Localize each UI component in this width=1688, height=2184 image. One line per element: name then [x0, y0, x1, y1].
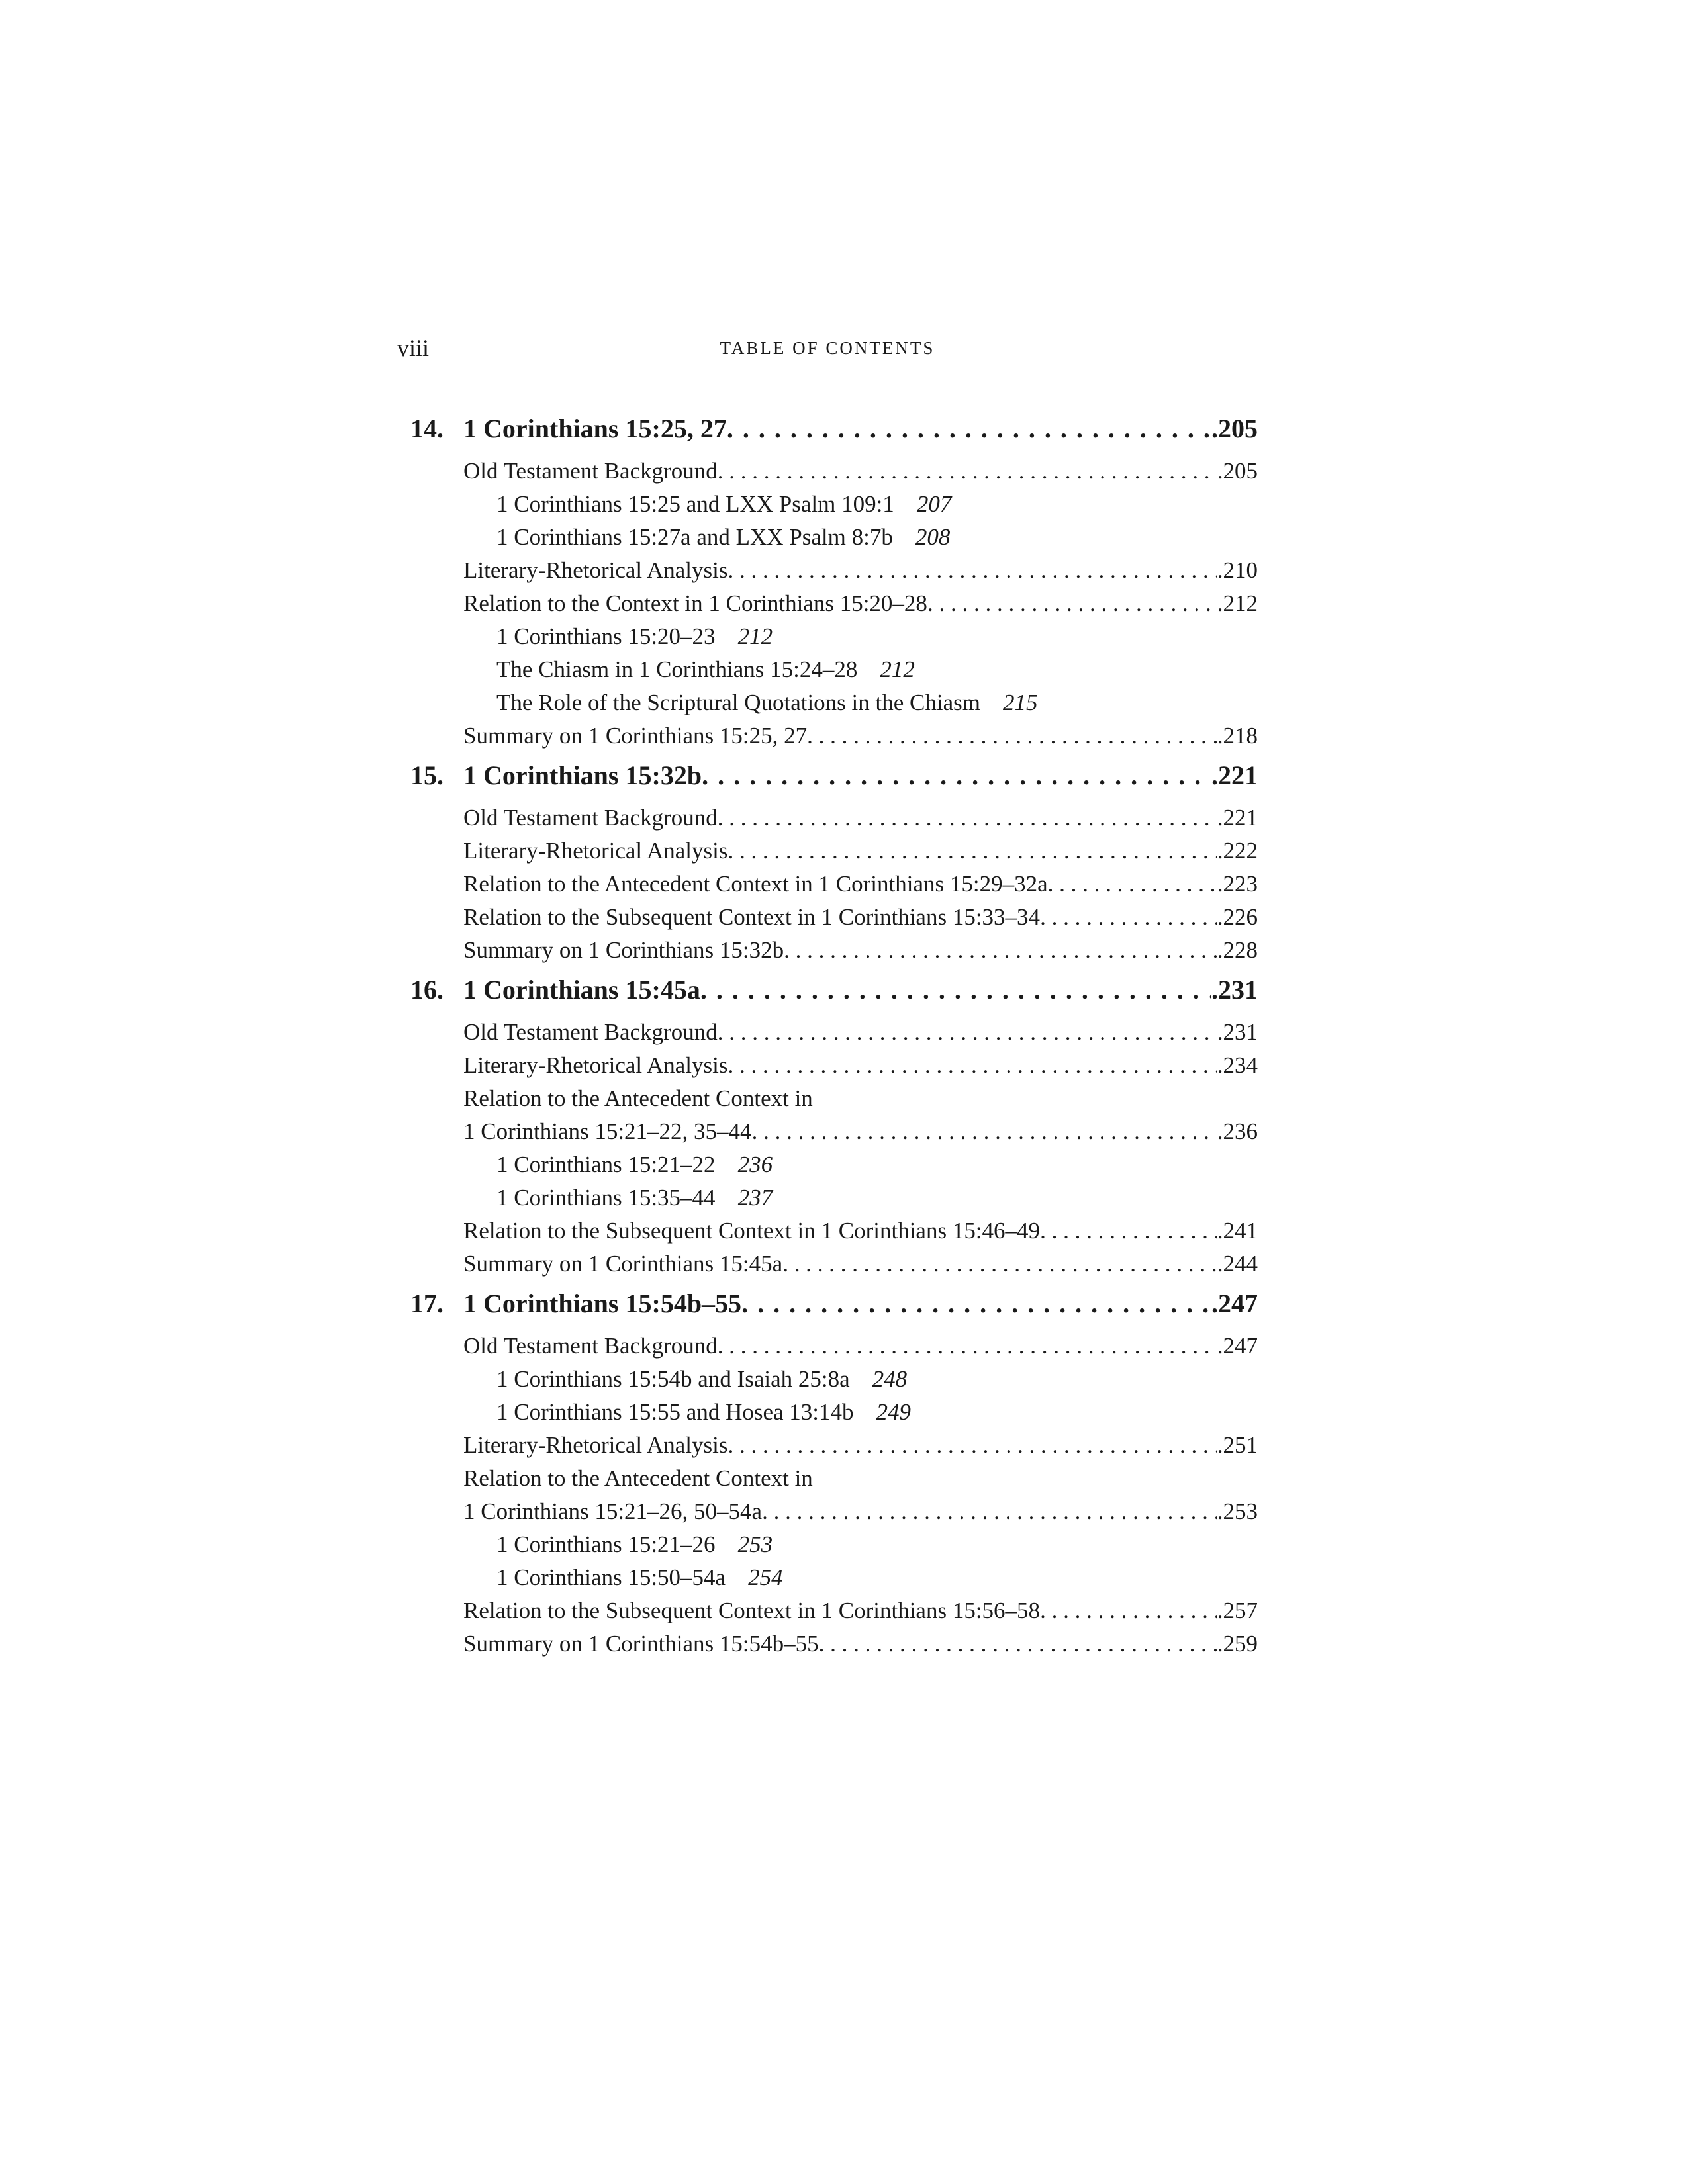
entry-title: Relation to the Subsequent Context in 1 Corinthians 15:56–58: [463, 1598, 1041, 1623]
toc-entry[interactable]: [410, 458, 1258, 491]
chapter-page: .231: [1211, 975, 1258, 1005]
dot-leader: [727, 1052, 1217, 1079]
dot-leader: [1048, 871, 1217, 897]
toc-entry[interactable]: [410, 904, 1258, 937]
dot-leader: [1040, 1218, 1217, 1244]
entry-title: Literary-Rhetorical Analysis: [463, 1432, 728, 1458]
entry-page: .234: [1217, 1052, 1258, 1078]
entry-title-line1: Relation to the Antecedent Context in: [463, 1465, 813, 1491]
dot-leader: [819, 1631, 1217, 1657]
subentry-title: 1 Corinthians 15:25 and LXX Psalm 109:1: [496, 491, 894, 517]
toc-subentry[interactable]: [410, 1565, 1258, 1598]
subentry-title: 1 Corinthians 15:35–44: [496, 1185, 716, 1210]
entry-title: 1 Corinthians 15:21–26, 50–54a: [463, 1498, 763, 1524]
chapter-title: 1 Corinthians 15:32b: [463, 760, 702, 790]
toc-entry[interactable]: [410, 1333, 1258, 1366]
toc-entry[interactable]: [410, 1598, 1258, 1631]
chapter-14-entries: [410, 458, 1258, 756]
entry-page: .226: [1217, 904, 1258, 930]
chapter-page: .221: [1211, 760, 1258, 790]
dot-leader: [727, 413, 1211, 444]
entry-page: .247: [1217, 1333, 1258, 1359]
toc-subentry[interactable]: [410, 623, 1258, 657]
toc-entry[interactable]: [410, 1498, 1258, 1531]
subentry-page: 207: [916, 491, 952, 517]
toc-entry[interactable]: [410, 1052, 1258, 1085]
entry-page: .212: [1217, 590, 1258, 616]
toc-entry[interactable]: [410, 871, 1258, 904]
entry-page: .221: [1217, 805, 1258, 831]
toc-entry[interactable]: [410, 1432, 1258, 1465]
entry-page: .241: [1217, 1218, 1258, 1244]
subentry-page: 248: [872, 1366, 908, 1392]
toc-subentry[interactable]: [410, 1185, 1258, 1218]
subentry-page: 253: [737, 1531, 773, 1557]
entry-page: .236: [1217, 1118, 1258, 1144]
subentry-title: The Role of the Scriptural Quotations in the Chiasm: [496, 690, 980, 715]
dot-leader: [718, 1333, 1217, 1359]
dot-leader: [718, 458, 1217, 484]
chapter-title: 1 Corinthians 15:45a: [463, 975, 700, 1005]
entry-page: .257: [1217, 1598, 1258, 1623]
toc-entry[interactable]: [410, 590, 1258, 623]
running-head: TABLE OF CONTENTS: [720, 338, 935, 358]
toc-entry[interactable]: [410, 1631, 1258, 1664]
entry-title: Literary-Rhetorical Analysis: [463, 1052, 728, 1078]
dot-leader: [702, 760, 1211, 791]
toc-entry[interactable]: [410, 838, 1258, 871]
dot-leader: [700, 974, 1211, 1005]
subentry-page: 254: [748, 1565, 783, 1590]
subentry-title: 1 Corinthians 15:54b and Isaiah 25:8a: [496, 1366, 850, 1392]
dot-leader: [762, 1498, 1217, 1525]
dot-leader: [752, 1118, 1217, 1145]
subentry-title: 1 Corinthians 15:20–23: [496, 623, 716, 649]
toc-subentry[interactable]: [410, 1531, 1258, 1565]
dot-leader: [718, 805, 1217, 831]
dot-leader: [782, 1251, 1217, 1277]
chapter-15-entries: [410, 805, 1258, 970]
entry-page: .218: [1217, 723, 1258, 749]
entry-title: Relation to the Context in 1 Corinthians 15:20–28: [463, 590, 927, 616]
entry-title: Summary on 1 Corinthians 15:32b: [463, 937, 784, 963]
toc-subentry[interactable]: [410, 524, 1258, 557]
entry-title-line1: Relation to the Antecedent Context in: [463, 1085, 813, 1111]
toc-subentry[interactable]: [410, 690, 1258, 723]
dot-leader: [727, 838, 1217, 864]
subentry-title: 1 Corinthians 15:55 and Hosea 13:14b: [496, 1399, 854, 1425]
subentry-page: 212: [737, 623, 773, 649]
subentry-page: 237: [737, 1185, 773, 1210]
entry-page: .222: [1217, 838, 1258, 864]
chapter-number: 15.: [410, 760, 444, 790]
entry-title: Relation to the Antecedent Context in 1 Corinthians 15:29–32a: [463, 871, 1048, 897]
entry-page: .205: [1217, 458, 1258, 484]
toc-subentry[interactable]: [410, 1152, 1258, 1185]
subentry-page: 249: [876, 1399, 912, 1425]
entry-title: Summary on 1 Corinthians 15:25, 27: [463, 723, 808, 749]
chapter-title: 1 Corinthians 15:25, 27: [463, 414, 727, 443]
dot-leader: [741, 1288, 1211, 1319]
dot-leader: [807, 723, 1217, 749]
chapter-page: .205: [1211, 414, 1258, 443]
entry-title: Summary on 1 Corinthians 15:54b–55: [463, 1631, 819, 1657]
entry-title: Old Testament Background: [463, 458, 718, 484]
chapter-17-entries: [410, 1333, 1258, 1664]
toc-entry[interactable]: [410, 805, 1258, 838]
subentry-title: 1 Corinthians 15:50–54a: [496, 1565, 726, 1590]
entry-page: .251: [1217, 1432, 1258, 1458]
subentry-title: The Chiasm in 1 Corinthians 15:24–28: [496, 657, 858, 682]
subentry-title: 1 Corinthians 15:21–22: [496, 1152, 716, 1177]
dot-leader: [1040, 1598, 1217, 1624]
toc-subentry[interactable]: [410, 657, 1258, 690]
dot-leader: [1040, 904, 1217, 931]
chapter-16-entries: [410, 1019, 1258, 1284]
toc-entry[interactable]: [410, 1118, 1258, 1152]
entry-page: .223: [1217, 871, 1258, 897]
page-header: [397, 334, 1258, 374]
dot-leader: [718, 1019, 1217, 1046]
entry-page: .231: [1217, 1019, 1258, 1045]
entry-title: Summary on 1 Corinthians 15:45a: [463, 1251, 783, 1277]
entry-title: Literary-Rhetorical Analysis: [463, 838, 728, 864]
toc-entry[interactable]: [410, 1251, 1258, 1284]
subentry-page: 215: [1002, 690, 1038, 715]
toc-subentry[interactable]: [410, 1366, 1258, 1399]
page-folio: viii: [397, 335, 430, 361]
dot-leader: [784, 937, 1217, 964]
toc-entry[interactable]: [410, 937, 1258, 970]
toc-entry[interactable]: [410, 1218, 1258, 1251]
subentry-page: 236: [737, 1152, 773, 1177]
dot-leader: [927, 590, 1217, 617]
chapter-number: 17.: [410, 1289, 444, 1318]
toc-chapter-15[interactable]: [410, 760, 1258, 805]
toc-entry[interactable]: [410, 723, 1258, 756]
dot-leader: [727, 557, 1217, 584]
chapter-title: 1 Corinthians 15:54b–55: [463, 1289, 742, 1318]
chapter-number: 16.: [410, 975, 444, 1005]
subentry-title: 1 Corinthians 15:27a and LXX Psalm 8:7b: [496, 524, 893, 550]
toc-entry[interactable]: [410, 1019, 1258, 1052]
entry-page: .244: [1217, 1251, 1258, 1277]
entry-title: Old Testament Background: [463, 805, 718, 831]
entry-page: .259: [1217, 1631, 1258, 1657]
entry-title: Old Testament Background: [463, 1333, 718, 1359]
toc-subentry[interactable]: [410, 491, 1258, 524]
table-of-contents: [410, 410, 1258, 1668]
entry-title: Relation to the Subsequent Context in 1 Corinthians 15:33–34: [463, 904, 1041, 930]
entry-title: 1 Corinthians 15:21–22, 35–44: [463, 1118, 752, 1144]
entry-title: Relation to the Subsequent Context in 1 Corinthians 15:46–49: [463, 1218, 1041, 1244]
entry-page: .253: [1217, 1498, 1258, 1524]
subentry-title: 1 Corinthians 15:21–26: [496, 1531, 716, 1557]
entry-title: Literary-Rhetorical Analysis: [463, 557, 728, 583]
entry-page: .228: [1217, 937, 1258, 963]
chapter-number: 14.: [410, 414, 444, 443]
subentry-page: 212: [880, 657, 915, 682]
subentry-page: 208: [915, 524, 951, 550]
toc-chapter-17[interactable]: [410, 1288, 1258, 1333]
toc-chapter-14[interactable]: [410, 413, 1258, 458]
dot-leader: [727, 1432, 1217, 1459]
entry-title: Old Testament Background: [463, 1019, 718, 1045]
chapter-page: .247: [1211, 1289, 1258, 1318]
toc-chapter-16[interactable]: [410, 974, 1258, 1019]
toc-subentry[interactable]: [410, 1399, 1258, 1432]
toc-entry[interactable]: [410, 557, 1258, 590]
entry-page: .210: [1217, 557, 1258, 583]
